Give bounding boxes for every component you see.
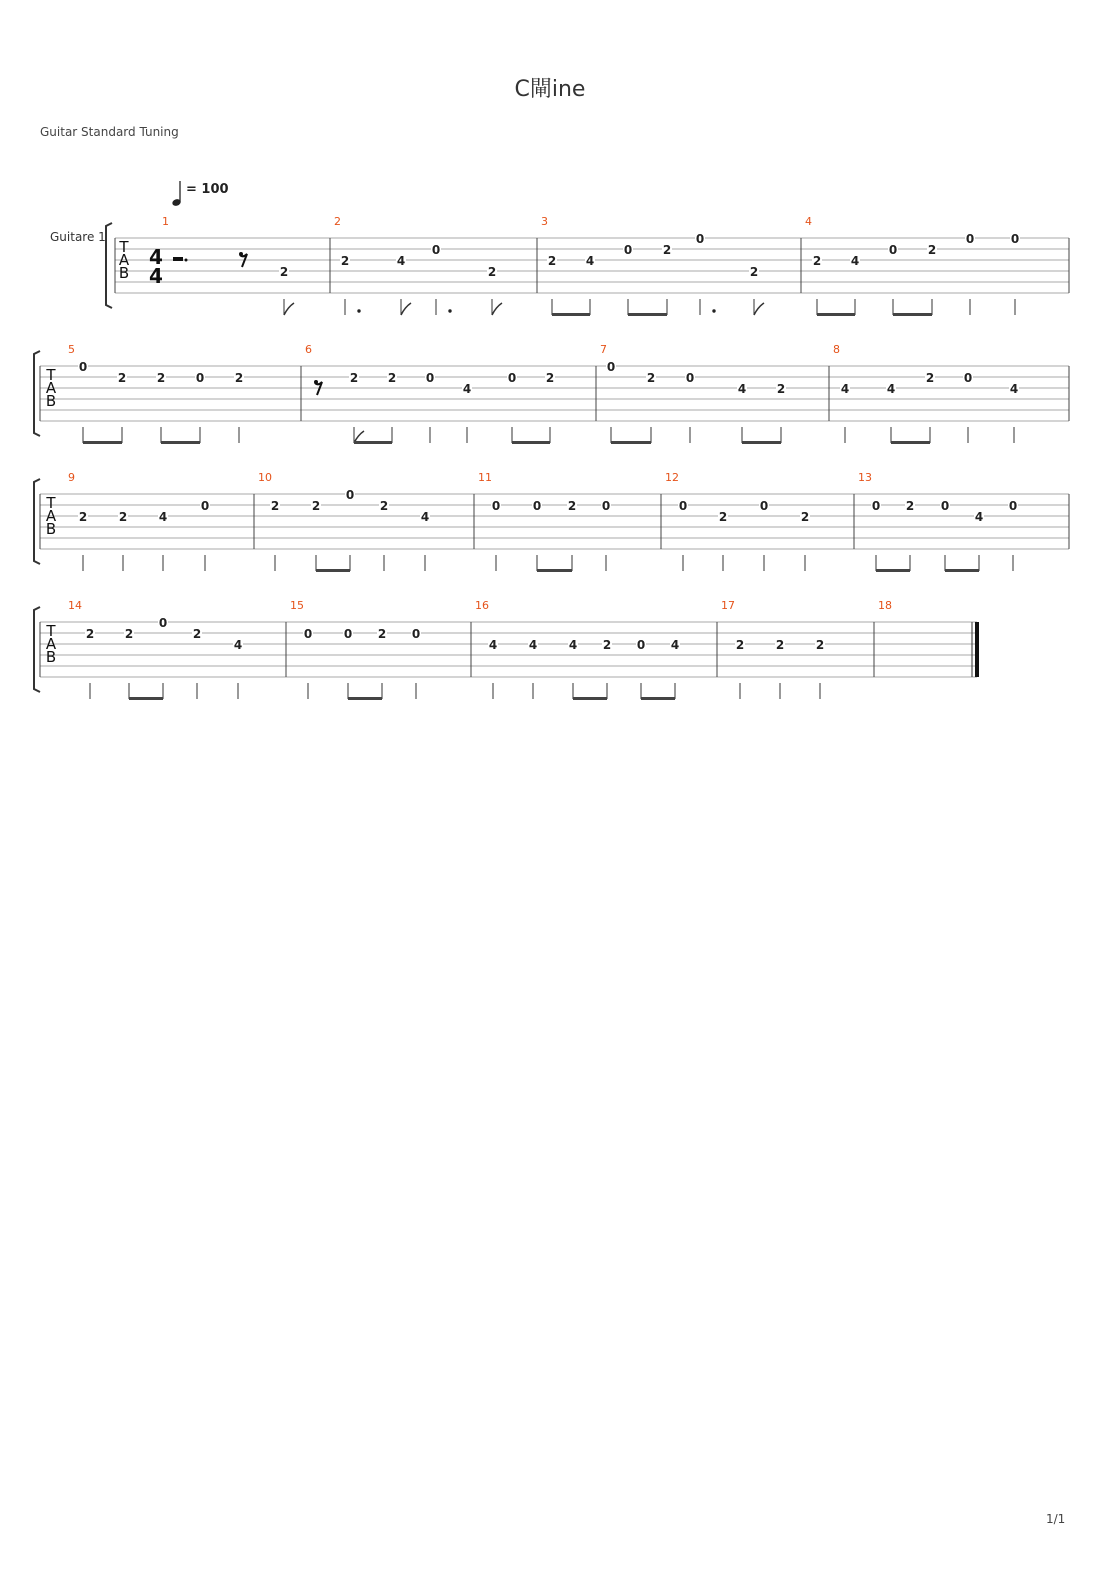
tempo-marking xyxy=(171,181,228,207)
eighth-beam xyxy=(876,569,910,572)
measure-number: 15 xyxy=(290,599,304,612)
fret-number: 2 xyxy=(815,638,825,652)
eighth-beam xyxy=(537,569,572,572)
fret-number: 2 xyxy=(662,243,672,257)
fret-number: 4 xyxy=(737,382,747,396)
eighth-beam xyxy=(891,441,930,444)
fret-number: 2 xyxy=(718,510,728,524)
tab-clef-letter: T xyxy=(46,622,56,640)
tab-clef-letter: A xyxy=(45,379,57,397)
system-bracket xyxy=(34,351,40,436)
eighth-beam xyxy=(641,697,675,700)
fret-number: 2 xyxy=(349,371,359,385)
score-title: C閘ine xyxy=(514,77,586,102)
duration-dot xyxy=(448,309,451,312)
fret-number: 0 xyxy=(303,627,313,641)
staff-system xyxy=(34,471,1069,572)
fret-number: 2 xyxy=(925,371,935,385)
measure-number: 8 xyxy=(833,343,840,356)
fret-number: 0 xyxy=(425,371,435,385)
fret-number: 2 xyxy=(379,499,389,513)
fret-number: 2 xyxy=(749,265,759,279)
eighth-beam xyxy=(628,313,667,316)
tab-clef-letter: B xyxy=(45,520,57,538)
fret-number: 0 xyxy=(636,638,646,652)
eighth-beam xyxy=(945,569,979,572)
duration-dot xyxy=(712,309,715,312)
fret-number: 0 xyxy=(963,371,973,385)
tab-clef-letter: T xyxy=(119,238,129,256)
fret-number: 2 xyxy=(800,510,810,524)
fret-number: 4 xyxy=(420,510,430,524)
fret-number: 2 xyxy=(567,499,577,513)
staff-system xyxy=(34,343,1069,444)
measure-number: 16 xyxy=(475,599,489,612)
fret-number: 0 xyxy=(606,360,616,374)
staff-system xyxy=(106,215,1069,316)
fret-number: 4 xyxy=(462,382,472,396)
rest-dot xyxy=(185,259,188,262)
time-signature-denominator: 4 xyxy=(149,264,163,288)
tab-clef-letter: A xyxy=(45,507,57,525)
fret-number: 0 xyxy=(1010,232,1020,246)
fret-number: 2 xyxy=(545,371,555,385)
fret-number: 2 xyxy=(192,627,202,641)
staff-system xyxy=(34,599,979,700)
fret-number: 2 xyxy=(234,371,244,385)
fret-number: 0 xyxy=(158,616,168,630)
eighth-flag-icon xyxy=(401,303,411,315)
eighth-flag-icon xyxy=(492,303,502,315)
fret-number: 0 xyxy=(78,360,88,374)
fret-number: 4 xyxy=(850,254,860,268)
fret-number: 2 xyxy=(117,371,127,385)
fret-number: 0 xyxy=(965,232,975,246)
measure-number: 5 xyxy=(68,343,75,356)
eighth-beam xyxy=(611,441,651,444)
eighth-beam xyxy=(512,441,550,444)
eighth-beam xyxy=(552,313,590,316)
fret-number: 4 xyxy=(158,510,168,524)
measure-number: 18 xyxy=(878,599,892,612)
eighth-beam xyxy=(83,441,122,444)
measure-number: 12 xyxy=(665,471,679,484)
measure-number: 1 xyxy=(162,215,169,228)
fret-number: 0 xyxy=(491,499,501,513)
fret-number: 0 xyxy=(431,243,441,257)
eighth-rest-icon-head xyxy=(314,380,318,384)
fret-number: 2 xyxy=(602,638,612,652)
eighth-beam xyxy=(742,441,781,444)
system-bracket xyxy=(34,607,40,692)
staff-systems xyxy=(34,215,1069,700)
fret-number: 4 xyxy=(585,254,595,268)
eighth-beam xyxy=(817,313,855,316)
fret-number: 2 xyxy=(85,627,95,641)
fret-number: 0 xyxy=(1008,499,1018,513)
measure-number: 6 xyxy=(305,343,312,356)
measure-number: 7 xyxy=(600,343,607,356)
measure-number: 10 xyxy=(258,471,272,484)
fret-number: 0 xyxy=(695,232,705,246)
eighth-beam xyxy=(348,697,382,700)
fret-number: 0 xyxy=(871,499,881,513)
measure-number: 14 xyxy=(68,599,82,612)
fret-number: 2 xyxy=(124,627,134,641)
fret-number: 0 xyxy=(532,499,542,513)
page-number: 1/1 xyxy=(1046,1512,1066,1526)
fret-number: 2 xyxy=(78,510,88,524)
half-rest-icon xyxy=(173,257,183,261)
fret-number: 0 xyxy=(623,243,633,257)
fret-number: 4 xyxy=(488,638,498,652)
system-bracket xyxy=(106,223,112,308)
fret-number: 4 xyxy=(886,382,896,396)
eighth-rest-icon-head xyxy=(239,252,243,256)
fret-number: 4 xyxy=(670,638,680,652)
fret-number: 2 xyxy=(279,265,289,279)
fret-number: 0 xyxy=(940,499,950,513)
fret-number: 0 xyxy=(507,371,517,385)
fret-number: 4 xyxy=(974,510,984,524)
fret-number: 4 xyxy=(840,382,850,396)
fret-number: 0 xyxy=(200,499,210,513)
fret-number: 0 xyxy=(601,499,611,513)
measure-number: 13 xyxy=(858,471,872,484)
fret-number: 0 xyxy=(345,488,355,502)
fret-number: 0 xyxy=(759,499,769,513)
fret-number: 2 xyxy=(270,499,280,513)
tuning-label: Guitar Standard Tuning xyxy=(40,125,179,139)
fret-number: 0 xyxy=(678,499,688,513)
fret-number: 2 xyxy=(812,254,822,268)
fret-number: 4 xyxy=(233,638,243,652)
fret-number: 2 xyxy=(387,371,397,385)
eighth-beam xyxy=(316,569,350,572)
tab-clef-letter: T xyxy=(46,366,56,384)
tab-clef-letter: B xyxy=(45,648,57,666)
tempo-text: = 100 xyxy=(186,182,229,197)
fret-number: 2 xyxy=(775,638,785,652)
eighth-beam xyxy=(354,441,392,444)
measure-number: 11 xyxy=(478,471,492,484)
measure-number: 17 xyxy=(721,599,735,612)
eighth-beam xyxy=(129,697,163,700)
measure-number: 4 xyxy=(805,215,812,228)
fret-number: 4 xyxy=(396,254,406,268)
eighth-flag-icon xyxy=(284,303,294,315)
system-bracket xyxy=(34,479,40,564)
eighth-beam xyxy=(893,313,932,316)
fret-number: 2 xyxy=(905,499,915,513)
fret-number: 0 xyxy=(685,371,695,385)
fret-number: 2 xyxy=(646,371,656,385)
fret-number: 4 xyxy=(528,638,538,652)
tab-clef-letter: T xyxy=(46,494,56,512)
fret-number: 2 xyxy=(377,627,387,641)
instrument-name: Guitare 1 xyxy=(50,230,106,244)
time-signature-numerator: 4 xyxy=(149,245,163,269)
fret-number: 4 xyxy=(1009,382,1019,396)
measure-number: 3 xyxy=(541,215,548,228)
fret-number: 0 xyxy=(888,243,898,257)
tab-clef-letter: B xyxy=(45,392,57,410)
fret-number: 2 xyxy=(118,510,128,524)
tab-clef-letter: B xyxy=(118,264,130,282)
fret-number: 2 xyxy=(776,382,786,396)
fret-number: 0 xyxy=(195,371,205,385)
duration-dot xyxy=(357,309,360,312)
fret-number: 2 xyxy=(547,254,557,268)
fret-number: 2 xyxy=(487,265,497,279)
fret-number: 0 xyxy=(343,627,353,641)
fret-number: 2 xyxy=(156,371,166,385)
fret-number: 2 xyxy=(311,499,321,513)
fret-number: 4 xyxy=(568,638,578,652)
measure-number: 9 xyxy=(68,471,75,484)
fret-number: 0 xyxy=(411,627,421,641)
tab-clef-letter: A xyxy=(45,635,57,653)
eighth-beam xyxy=(161,441,200,444)
eighth-beam xyxy=(573,697,607,700)
fret-number: 2 xyxy=(340,254,350,268)
final-barline-thick xyxy=(975,622,979,677)
fret-number: 2 xyxy=(735,638,745,652)
measure-number: 2 xyxy=(334,215,341,228)
eighth-flag-icon xyxy=(754,303,764,315)
tab-clef-letter: A xyxy=(118,251,130,269)
fret-number: 2 xyxy=(927,243,937,257)
